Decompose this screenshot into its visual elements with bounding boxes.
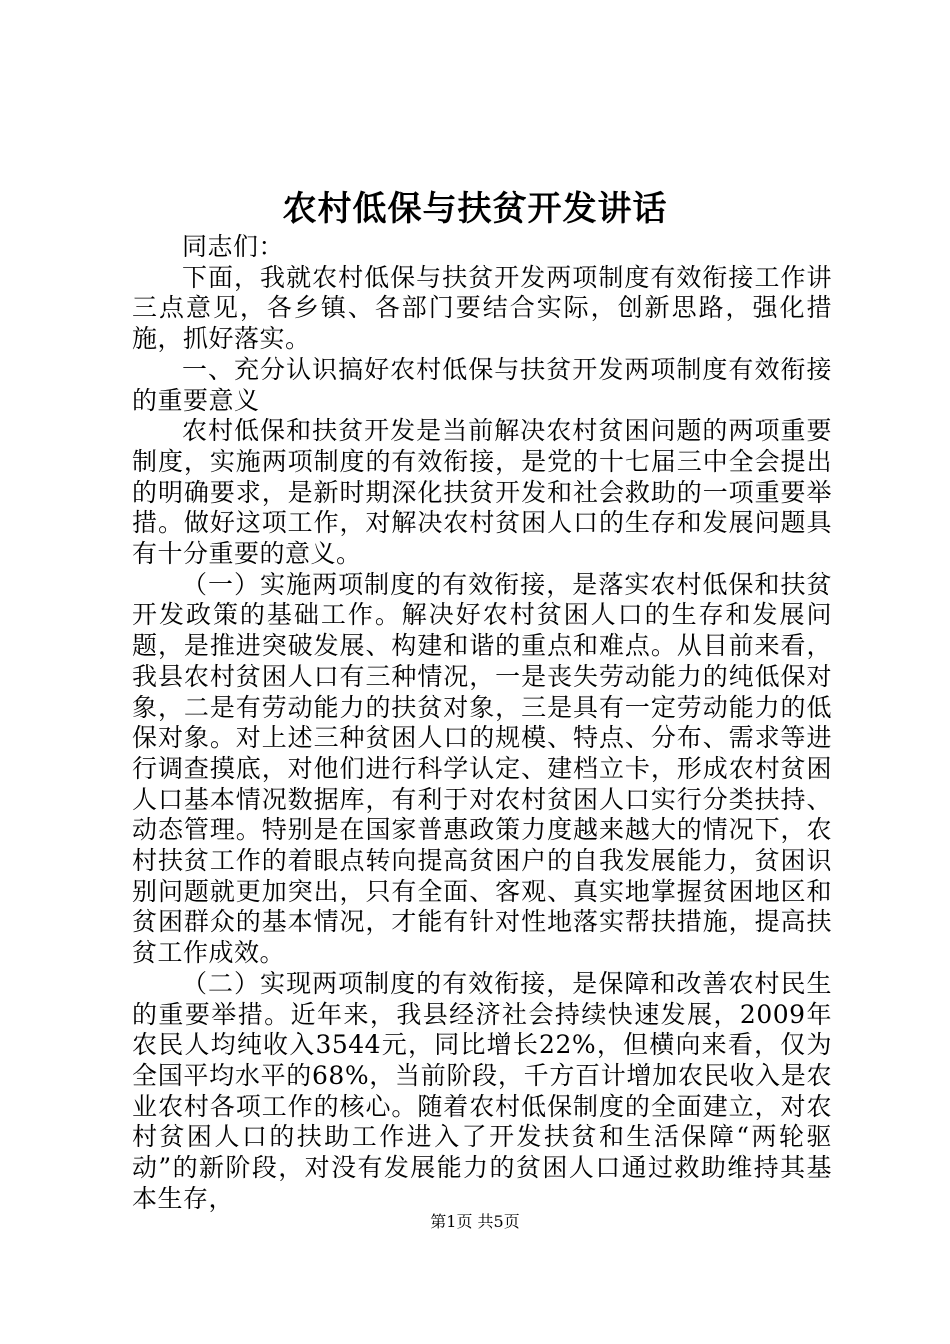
body-paragraph: 农村低保和扶贫开发是当前解决农村贫困问题的两项重要制度，实施两项制度的有效衔接，是党的十七届三中全会提出的明确要求，是新时期深化扶贫开发和社会救助的一项重要举措。做好这项工作，对解决农村贫困人口的生存和发展问题具有十分重要的意义。 bbox=[132, 416, 832, 569]
salutation-paragraph: 同志们： bbox=[182, 232, 285, 261]
document-title: 农村低保与扶贫开发讲话 bbox=[282, 189, 668, 229]
body-paragraph: （二）实现两项制度的有效衔接，是保障和改善农村民生的重要举措。近年来，我县经济社会持续快速发展，2009年农民人均纯收入3544元，同比增长22%，但横向来看，仅为全国平均水平的68%，当前阶段，千方百计增加农民收入是农业农村各项工作的核心。随着农村低保制度的全面建立，对农村贫困人口的扶助工作进入了开发扶贫和生活保障“两轮驱动”的新阶段，对没有发展能力的贫困人口通过救助维持其基本生存， bbox=[132, 968, 832, 1213]
intro-paragraph: 下面，我就农村低保与扶贫开发两项制度有效衔接工作讲三点意见，各乡镇、各部门要结合实际，创新思路，强化措施，抓好落实。 bbox=[132, 262, 832, 354]
body-paragraph: （一）实施两项制度的有效衔接，是落实农村低保和扶贫开发政策的基础工作。解决好农村贫困人口的生存和发展问题，是推进突破发展、构建和谐的重点和难点。从目前来看，我县农村贫困人口有三种情况，一是丧失劳动能力的纯低保对象，二是有劳动能力的扶贫对象，三是具有一定劳动能力的低保对象。对上述三种贫困人口的规模、特点、分布、需求等进行调查摸底，对他们进行科学认定、建档立卡，形成农村贫困人口基本情况数据库，有利于对农村贫困人口实行分类扶持、动态管理。特别是在国家普惠政策力度越来越大的情况下，农村扶贫工作的着眼点转向提高贫困户的自我发展能力，贫困识别问题就更加突出，只有全面、客观、真实地掌握贫困地区和贫困群众的基本情况，才能有针对性地落实帮扶措施，提高扶贫工作成效。 bbox=[132, 569, 832, 968]
section-heading-1: 一、充分认识搞好农村低保与扶贫开发两项制度有效衔接的重要意义 bbox=[132, 354, 832, 415]
document-body bbox=[132, 232, 832, 1215]
page-number-footer: 第1页 共5页 bbox=[430, 1212, 520, 1231]
